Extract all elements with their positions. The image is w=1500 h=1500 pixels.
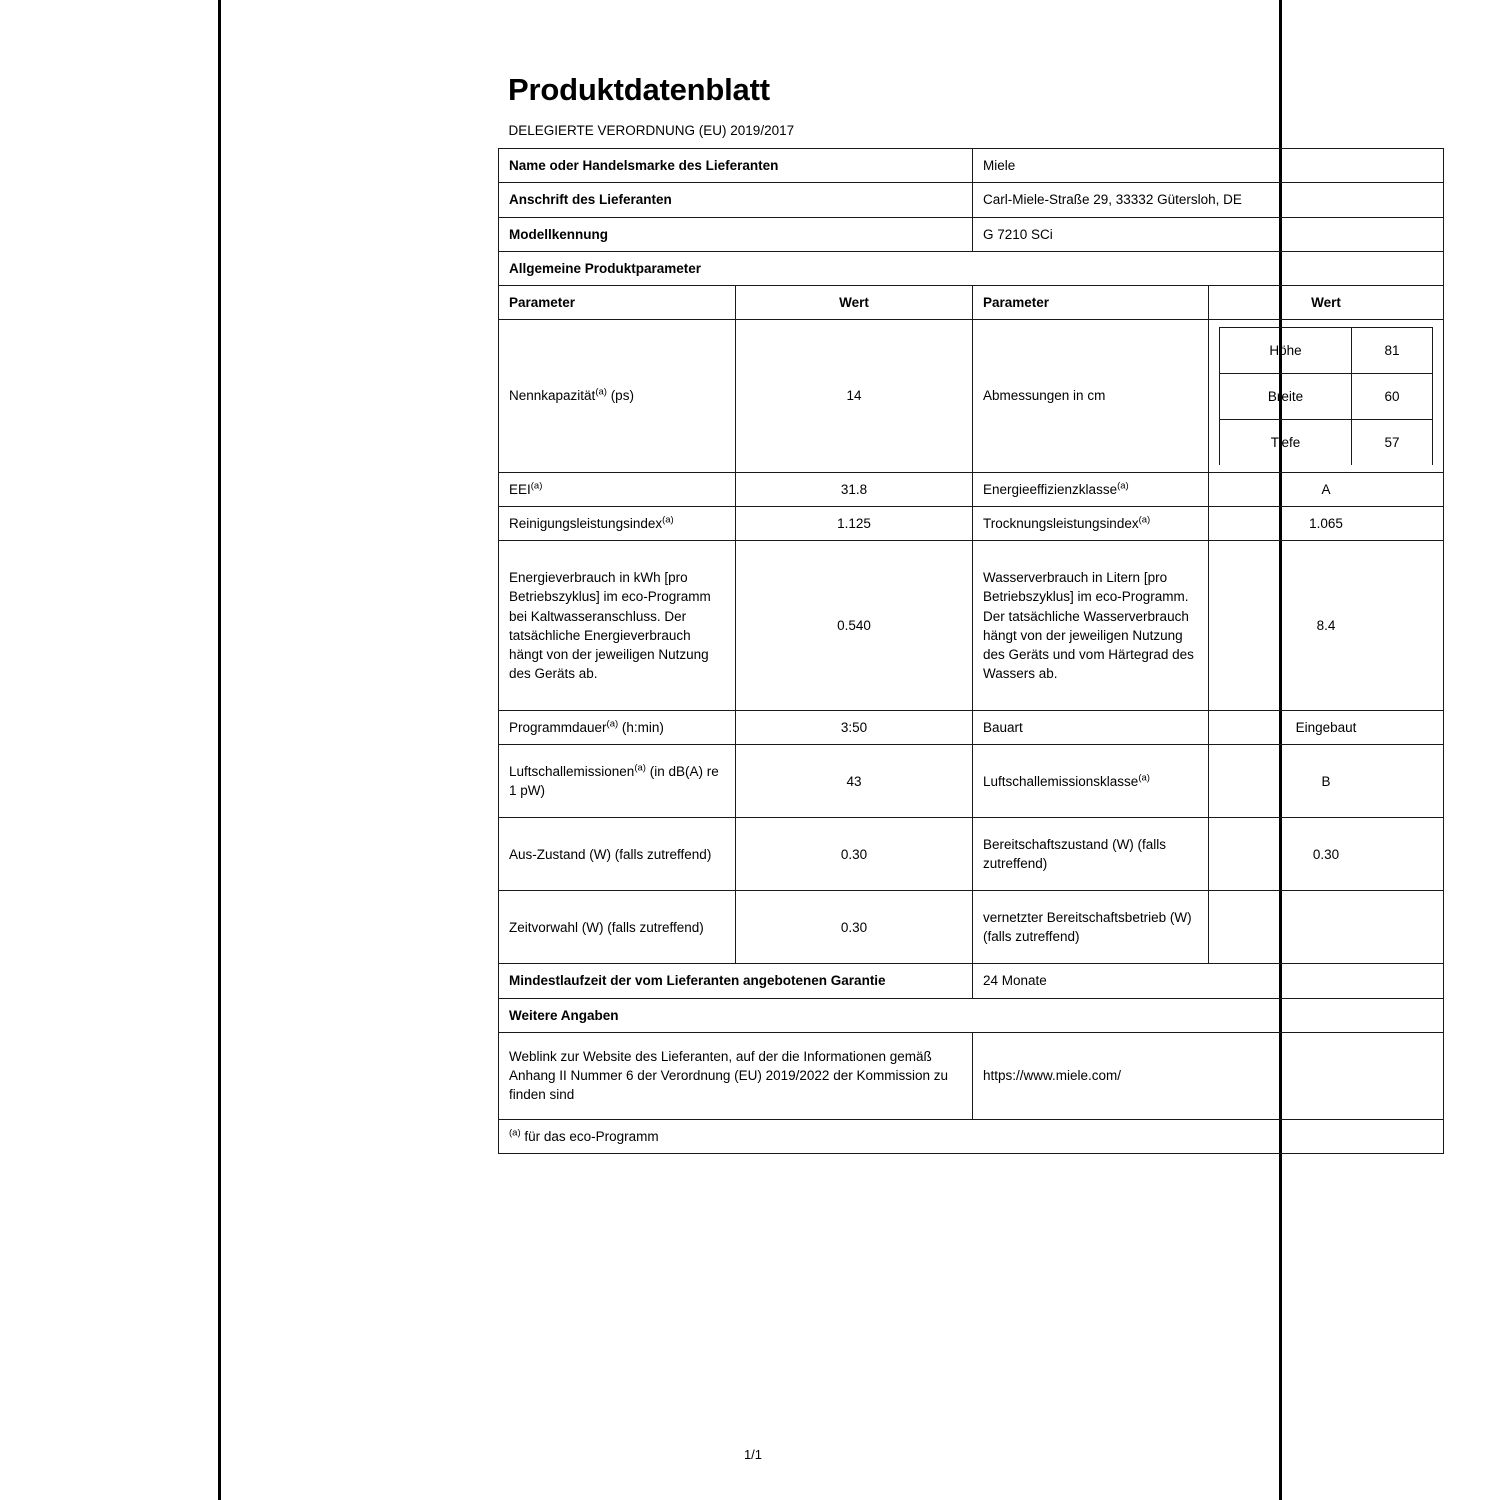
table-row	[499, 319, 1444, 472]
capacity-label-text: Nennkapazität	[509, 388, 596, 404]
noise-label	[499, 745, 736, 818]
noise-class-label-text: Luftschallemissionsklasse	[983, 773, 1139, 789]
footnote-marker: (a)	[1138, 772, 1150, 784]
standby-value: 0.30	[1209, 818, 1444, 891]
weblink-label: Weblink zur Website des Lieferanten, auf der die Informationen gemäß Anhang II Nummer 6 der Verordnung (EU) 2019/2022 der Kommission zu finden sind	[499, 1032, 973, 1119]
cleaning-index-label	[499, 507, 736, 541]
footnote-marker: (a)	[662, 514, 674, 526]
column-header-parameter-left: Parameter	[499, 285, 736, 319]
dimension-name-depth: Tiefe	[1220, 419, 1352, 465]
noise-class-value: B	[1209, 745, 1444, 818]
datasheet-content	[498, 72, 1443, 1154]
footnote-row	[499, 1119, 1444, 1153]
table-row	[499, 745, 1444, 818]
energy-consumption-label: Energieverbrauch in kWh [pro Betriebszyklus] im eco-Programm bei Kaltwasseranschluss. Der tatsächliche Energieverbrauch hängt von der jeweiligen Nutzung des Geräts ab.	[499, 541, 736, 711]
table-row	[499, 891, 1444, 964]
dimensions-label: Abmessungen in cm	[973, 319, 1209, 472]
column-header-parameter-right: Parameter	[973, 285, 1209, 319]
water-consumption-value: 8.4	[1209, 541, 1444, 711]
page-title: Produktdatenblatt	[508, 72, 770, 107]
dimension-row	[1220, 373, 1433, 419]
type-label: Bauart	[973, 711, 1209, 745]
drying-index-value: 1.065	[1209, 507, 1444, 541]
dimension-value-height: 81	[1352, 327, 1433, 373]
supplier-name-label: Name oder Handelsmarke des Lieferanten	[499, 149, 973, 183]
duration-value: 3:50	[736, 711, 973, 745]
drying-index-label	[973, 507, 1209, 541]
drying-index-label-text: Trocknungsleistungsindex	[983, 516, 1139, 532]
footnote-marker: (a)	[606, 718, 619, 730]
supplier-address-label: Anschrift des Lieferanten	[499, 183, 973, 217]
off-mode-label: Aus-Zustand (W) (falls zutreffend)	[499, 818, 736, 891]
capacity-value: 14	[736, 319, 973, 472]
warranty-value: 24 Monate	[973, 964, 1444, 998]
capacity-unit: (ps)	[606, 388, 634, 404]
dimension-value-width: 60	[1352, 373, 1433, 419]
energy-class-label	[973, 472, 1209, 506]
eei-label	[499, 472, 736, 506]
document-page	[218, 0, 1400, 1500]
dimension-row	[1220, 327, 1433, 373]
table-row	[499, 964, 1444, 998]
supplier-name-value: Miele	[973, 149, 1444, 183]
noise-label-text: Luftschallemissionen	[509, 764, 635, 780]
table-row	[499, 1032, 1444, 1119]
footnote-marker: (a)	[530, 480, 543, 492]
further-info-header: Weitere Angaben	[499, 998, 1444, 1032]
column-header-value-right: Wert	[1209, 285, 1444, 319]
networked-standby-value	[1209, 891, 1444, 964]
dimension-row	[1220, 419, 1433, 465]
eei-value: 31.8	[736, 472, 973, 506]
footnote-marker: (a)	[634, 762, 646, 774]
delay-start-label: Zeitvorwahl (W) (falls zutreffend)	[499, 891, 736, 964]
cleaning-index-label-text: Reinigungsleistungsindex	[509, 516, 663, 532]
footnote-marker: (a)	[1138, 514, 1151, 526]
footnote-marker: (a)	[509, 1127, 521, 1139]
networked-standby-label: vernetzter Bereitschaftsbetrieb (W) (falls zutreffend)	[973, 891, 1209, 964]
table-row	[499, 183, 1444, 217]
type-value: Eingebaut	[1209, 711, 1444, 745]
off-mode-value: 0.30	[736, 818, 973, 891]
water-consumption-label: Wasserverbrauch in Litern [pro Betriebszyklus] im eco-Programm. Der tatsächliche Wasserverbrauch hängt von der jeweiligen Nutzung des Geräts und vom Härtegrad des Wassers ab.	[973, 541, 1209, 711]
duration-label-text: Programmdauer	[509, 720, 607, 736]
delay-start-value: 0.30	[736, 891, 973, 964]
table-row	[499, 998, 1444, 1032]
model-value: G 7210 SCi	[973, 217, 1444, 251]
dimensions-value-group	[1209, 319, 1444, 472]
product-datasheet-table	[498, 122, 1444, 1154]
footnote-marker: (a)	[595, 386, 607, 398]
table-row	[499, 818, 1444, 891]
noise-class-label	[973, 745, 1209, 818]
table-row	[499, 1119, 1444, 1153]
general-params-header: Allgemeine Produktparameter	[499, 251, 1444, 285]
weblink-value[interactable]: https://www.miele.com/	[973, 1032, 1444, 1119]
energy-class-value: A	[1209, 472, 1444, 506]
table-row	[499, 251, 1444, 285]
table-header-row	[499, 285, 1444, 319]
cleaning-index-value: 1.125	[736, 507, 973, 541]
page-number: 1/1	[743, 1447, 763, 1462]
table-row	[499, 541, 1444, 711]
table-row	[499, 472, 1444, 506]
table-row	[499, 122, 1444, 149]
noise-unit: (in dB(A) re 1 pW)	[509, 764, 719, 799]
dimension-value-depth: 57	[1352, 419, 1433, 465]
table-row	[499, 149, 1444, 183]
table-row	[499, 217, 1444, 251]
duration-label	[499, 711, 736, 745]
regulation-line: DELEGIERTE VERORDNUNG (EU) 2019/2017	[508, 122, 795, 138]
standby-label: Bereitschaftszustand (W) (falls zutreffend)	[973, 818, 1209, 891]
dimension-name-height: Höhe	[1220, 327, 1352, 373]
eei-label-text: EEI	[509, 481, 531, 497]
model-label: Modellkennung	[499, 217, 973, 251]
table-row	[499, 711, 1444, 745]
dimension-name-width: Breite	[1220, 373, 1352, 419]
capacity-label	[499, 319, 736, 472]
warranty-label: Mindestlaufzeit der vom Lieferanten angebotenen Garantie	[499, 964, 973, 998]
energy-consumption-value: 0.540	[736, 541, 973, 711]
duration-unit: (h:min)	[618, 720, 664, 736]
footnote-text: für das eco-Programm	[520, 1128, 659, 1144]
dimensions-table	[1219, 327, 1433, 465]
table-row	[499, 507, 1444, 541]
supplier-address-value: Carl-Miele-Straße 29, 33332 Gütersloh, DE	[973, 183, 1444, 217]
energy-class-label-text: Energieeffizienzklasse	[983, 481, 1118, 497]
column-header-value-left: Wert	[736, 285, 973, 319]
footnote-marker: (a)	[1117, 480, 1129, 492]
noise-value: 43	[736, 745, 973, 818]
